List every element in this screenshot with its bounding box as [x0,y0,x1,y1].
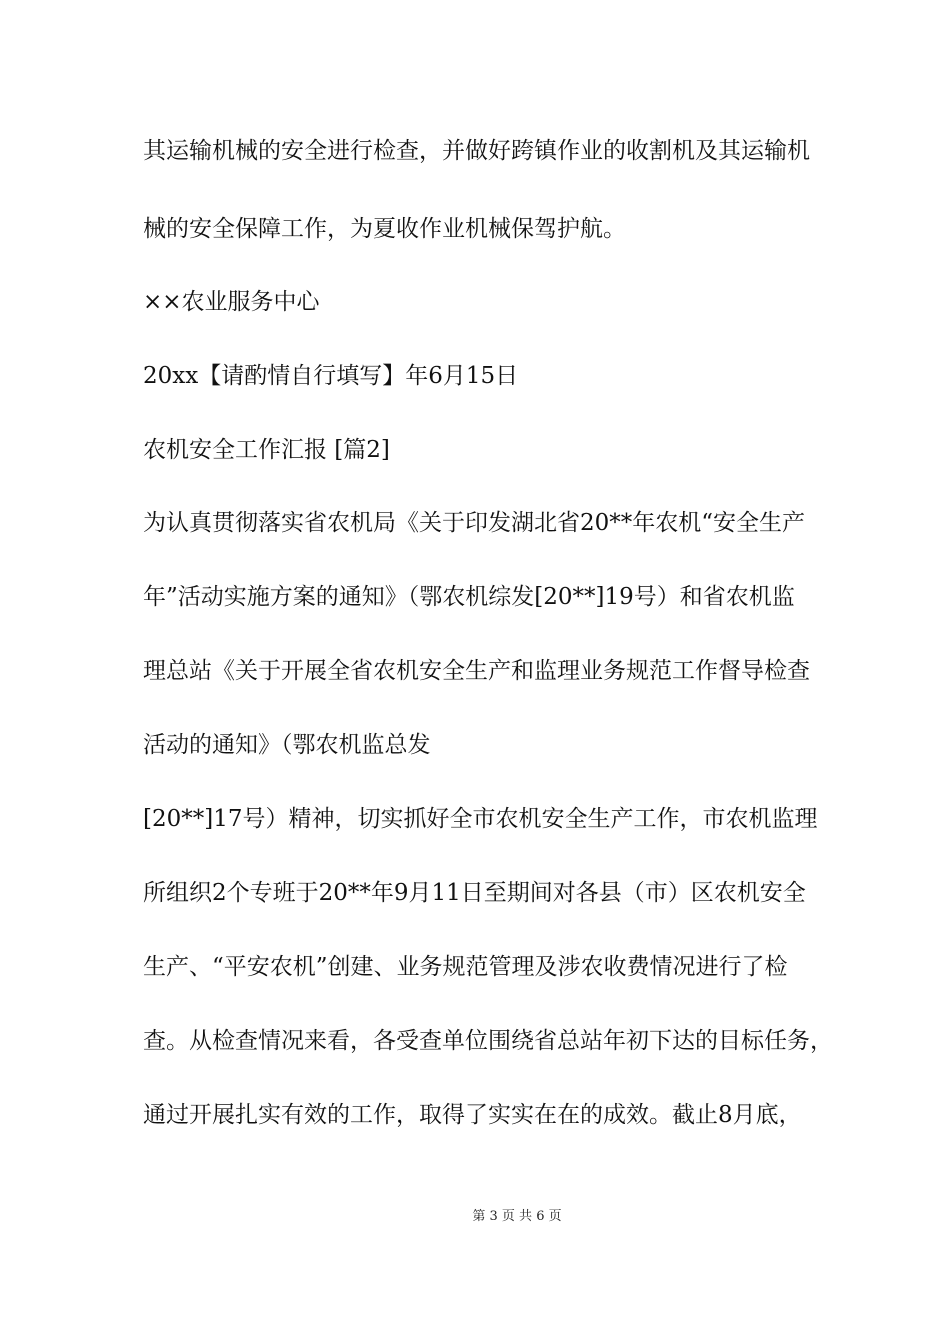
text-line: 查。从检查情况来看，各受查单位围绕省总站年初下达的目标任务， [143,1028,833,1054]
text-line: 理总站《关于开展全省农机安全生产和监理业务规范工作督导检查 [143,658,810,684]
page-footer [0,1208,950,1226]
text-line: 活动的通知》（鄂农机监总发 [143,732,431,758]
date-line: 20xx【请酌情自行填写】年6月15日 [143,363,519,389]
text-line: 所组织2个专班于20**年9月11日至期间对各县（市）区农机安全 [143,880,806,906]
section-title: 农机安全工作汇报 [篇2] [143,437,390,463]
page-indicator: 第 3 页 共 6 页 [472,1209,562,1224]
text-line: 其运输机械的安全进行检查，并做好跨镇作业的收割机及其运输机 [143,138,810,164]
text-line: 通过开展扎实有效的工作，取得了实实在在的成效。截止8月底， [143,1102,802,1128]
text-line: 生产、“平安农机”创建、业务规范管理及涉农收费情况进行了检 [143,954,788,980]
text-line: 为认真贯彻落实省农机局《关于印发湖北省20**年农机“安全生产 [143,510,806,536]
text-line: 年”活动实施方案的通知》（鄂农机综发[20**]19号）和省农机监 [143,584,795,610]
text-line: [20**]17号）精神，切实抓好全市农机安全生产工作，市农机监理 [143,806,818,832]
text-line: 械的安全保障工作，为夏收作业机械保驾护航。 [143,216,626,242]
signature-line: ××农业服务中心 [143,289,320,315]
